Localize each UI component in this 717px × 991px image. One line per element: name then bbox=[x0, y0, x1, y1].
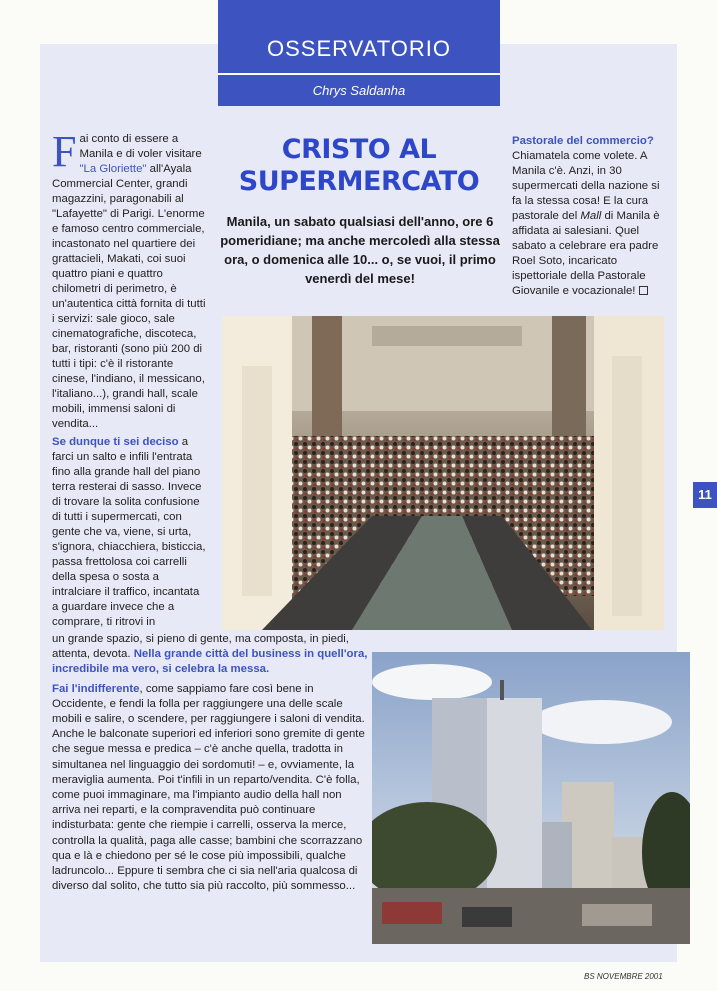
article-deck: Manila, un sabato qualsiasi dell'anno, ore 6 pomeridiane; ma anche mercoledì alla stessa ora, o domenica alle 10... o, se vuoi, il primo venerdì del mese! bbox=[220, 214, 500, 286]
p3-text: , come sappiamo fare così bene in Occidente, e fendi la folla per raggiungere una delle scale mobili e salire, o scendere, per raggiungere i saloni di vendita. Anche le balconate superiori ed inferiori sono gremite di gente che segue messa e predica – c'è anche quella, tradotta in simultanea nel linguaggio dei sordomuti! – e, ovviamente, la meraviglia aumenta. Poi t'infili in un reparto/vendita. C'è folla, come puoi immaginare, ma l'impianto audio della hall non arriva nei reparti, e la compravendita può continuare indisturbata: gente che riempie i carrelli, osserva la merce, controlla la qualità, paga alle casse; bambini che scorrazzano qua e là e chiedono per sé le cose più impossibili, qualche ladruncolo... Eppure ti sembra che ci sia nell'aria qualcosa di diverso dal solito, che tutto sia più raccolto, più sommesso... bbox=[52, 682, 365, 893]
end-mark-icon bbox=[639, 286, 648, 295]
photo-mall-mass bbox=[222, 316, 664, 630]
bottom-text-block bbox=[52, 632, 372, 898]
p2-lead-in: Se dunque ti sei deciso bbox=[52, 436, 179, 448]
column-left bbox=[52, 127, 208, 633]
page-footer: BS NOVEMBRE 2001 bbox=[584, 972, 663, 981]
header-divider bbox=[218, 73, 500, 75]
photo-makati-skyline bbox=[372, 652, 690, 944]
drop-cap: F bbox=[52, 127, 77, 176]
headline-line-2: SUPERMERCATO bbox=[238, 166, 480, 197]
p2-continued-text: un grande spazio, si pieno di gente, ma composta, in piedi, attenta, devota. bbox=[52, 633, 349, 661]
column-right bbox=[512, 134, 668, 299]
p2-highlight: Nella grande città del business in quell'ora, incredibile ma vero, si celebra la messa. bbox=[52, 648, 368, 676]
c3-text-b: di Manila è affidata ai salesiani. Quel sabato a celebrare era padre Roel Soto, incaricato ispettoriale della Pastorale Giovanile e vocazionale! bbox=[512, 210, 660, 297]
p2-text: a farci un salto e infili l'entrata fino alla grande hall del piano terra resterai di sasso. Invece di trovare la solita confusione di tutti i supermercati, con gente che va, viene, si urta, s'ignora, chiacchiera, bisticcia, passa frettolosa coi carrelli della spesa o sosta a intralciare il traffico, incantata a guardare invece che a comprare, ti ritrovi in bbox=[52, 436, 206, 628]
c3-text-a: Chiamatela come volete. A Manila c'è. Anzi, in 30 supermercati della nazione si fa la stessa cosa! E la cura pastorale del bbox=[512, 150, 660, 222]
paragraph-2 bbox=[52, 435, 208, 630]
paragraph-1 bbox=[52, 127, 208, 432]
p1-text-b: all'Ayala Commercial Center, grandi magazzini, paragonabili al "Lafayette" di Parigi. L'enorme e famoso centro commerciale, incastonato nel quartiere dei grattacieli, Makati, coi suoi quattro piani e quattro chilometri di perimetro, è un'autentica città fornita di tutti i servizi: sale gioco, sale cinematografiche, discoteca, bar, ristoranti (sono più 200 di tutti i tipi: c'è il ristorante cinese, l'indiano, il messicano, l'italiano...), grandi hall, scale mobili, immensi saloni di vendita... bbox=[52, 163, 206, 430]
p1-text-a: ai conto di essere a Manila e di voler visitare bbox=[79, 133, 202, 160]
section-title: OSSERVATORIO bbox=[267, 36, 451, 61]
paragraph-2-continued bbox=[52, 632, 372, 678]
store-name: "La Gloriette" bbox=[79, 163, 147, 175]
section-header bbox=[218, 0, 500, 106]
p3-lead-in: Fai l'indifferente bbox=[52, 682, 140, 695]
c3-lead-in: Pastorale del commercio? bbox=[512, 135, 654, 147]
headline-line-1: CRISTO AL bbox=[281, 134, 437, 165]
paragraph-3 bbox=[52, 682, 370, 895]
article-headline bbox=[214, 134, 504, 198]
mall-word: Mall bbox=[580, 210, 602, 222]
page-number-tab: 11 bbox=[693, 482, 717, 508]
sidebar-paragraph bbox=[512, 134, 668, 299]
author-name: Chrys Saldanha bbox=[312, 83, 406, 98]
